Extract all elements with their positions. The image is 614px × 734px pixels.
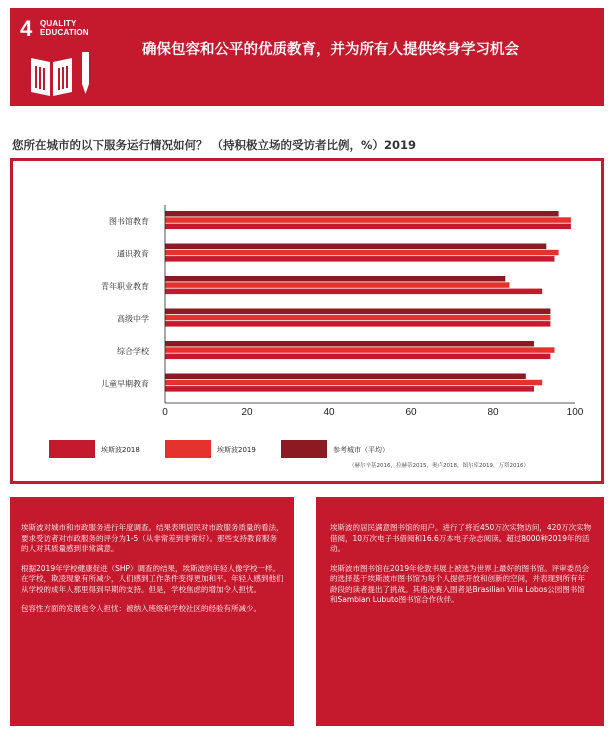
bar [165, 250, 559, 256]
panel-left-paragraph: 包容性方面的发展也令人担忧：被纳入班级和学校社区的经验有所减少。 [21, 604, 261, 613]
x-tick-label: 40 [323, 407, 335, 418]
x-tick-label: 20 [241, 407, 253, 418]
category-label: 青年职业教育 [101, 281, 149, 291]
legend-swatch [281, 440, 327, 458]
bar [165, 289, 542, 295]
bar [165, 309, 550, 315]
info-panel-left [10, 497, 294, 726]
category-label: 通识教育 [117, 249, 149, 259]
chart-subtitle: 您所在城市的以下服务运行情况如何？ （持积极立场的受访者比例，%）2019 [12, 138, 417, 152]
legend-label: 埃斯波2019 [217, 446, 256, 454]
category-label: 高级中学 [117, 314, 149, 324]
bar [165, 282, 509, 288]
bar [165, 321, 550, 327]
legend-swatch [165, 440, 211, 458]
header-banner [10, 8, 604, 106]
x-tick-label: 80 [487, 407, 499, 418]
panel-right-paragraph: 埃斯波的居民满意图书馆的用户。进行了将近450万次实物访问，420万次实物借阅，10万次电子书借阅和16.6万本电子杂志阅读。超过8000种2019年的活动。 [330, 523, 592, 553]
goal-name-line2: EDUCATION [40, 28, 89, 37]
legend-swatch [49, 440, 95, 458]
bar [165, 217, 571, 223]
header-title: 确保包容和公平的优质教育，并为所有人提供终身学习机会 [142, 42, 519, 58]
goal-name [40, 19, 89, 37]
x-tick-label: 60 [405, 407, 417, 418]
legend-label: 参考城市（平均） [333, 446, 389, 454]
bar [165, 256, 555, 262]
bar [165, 244, 546, 250]
bar [165, 315, 550, 321]
goal-number: 4 [20, 16, 33, 41]
category-label: 综合学校 [117, 346, 149, 356]
bar [165, 380, 542, 386]
category-label: 图书馆教育 [109, 216, 149, 226]
goal-name-line1: QUALITY [40, 19, 77, 28]
x-tick-label: 100 [566, 407, 584, 418]
bar [165, 341, 534, 347]
panel-right-paragraph: 埃斯波市图书馆在2019年伦敦书展上被选为世界上最好的图书馆。评审委员会的选择基于埃斯波市图书馆为每个人提供开放和创新的空间，并表现到所有年龄段的读者提出了挑战。其他决赛入围者是Brasilian Villa Lobos公园图书馆和Sambian Lubuto图书馆合作伙伴。 [330, 563, 590, 604]
x-tick-label: 0 [162, 407, 168, 418]
book-pencil-icon [28, 52, 94, 98]
bar [165, 224, 571, 230]
bar [165, 276, 505, 282]
bar [165, 386, 534, 392]
info-panel-right [316, 497, 604, 726]
category-label: 儿童早期教育 [101, 379, 149, 389]
bar [165, 374, 526, 380]
bar-chart [13, 161, 601, 481]
bar [165, 211, 559, 217]
bar [165, 347, 555, 353]
panel-left-paragraph: 根据2019年学校健康促进（SHP）调查的结果，埃斯波的年轻人像学校一样。在学校，欺凌现象有所减少，人们感到工作条件变得更加和平。年轻人感到他们从学校的成年人那里得到早期的支持。但是，学校焦虑的增加令人担忧。 [21, 563, 284, 594]
legend-label: 埃斯波2018 [101, 446, 140, 454]
chart-frame [10, 158, 604, 484]
bar [165, 354, 550, 360]
panel-left-paragraph: 埃斯波对城市和市政服务进行年度调查。结果表明居民对市政服务质量的看法，要求受访者对市政服务的评分为1-5（从非常差到非常好）。那些支持教育服务的人对其质量感到非常满意。 [21, 523, 284, 553]
legend-note: （赫尔辛基2016，拉赫蒂2015，奥卢2018，图尔库2019，万塔2016） [349, 463, 529, 469]
